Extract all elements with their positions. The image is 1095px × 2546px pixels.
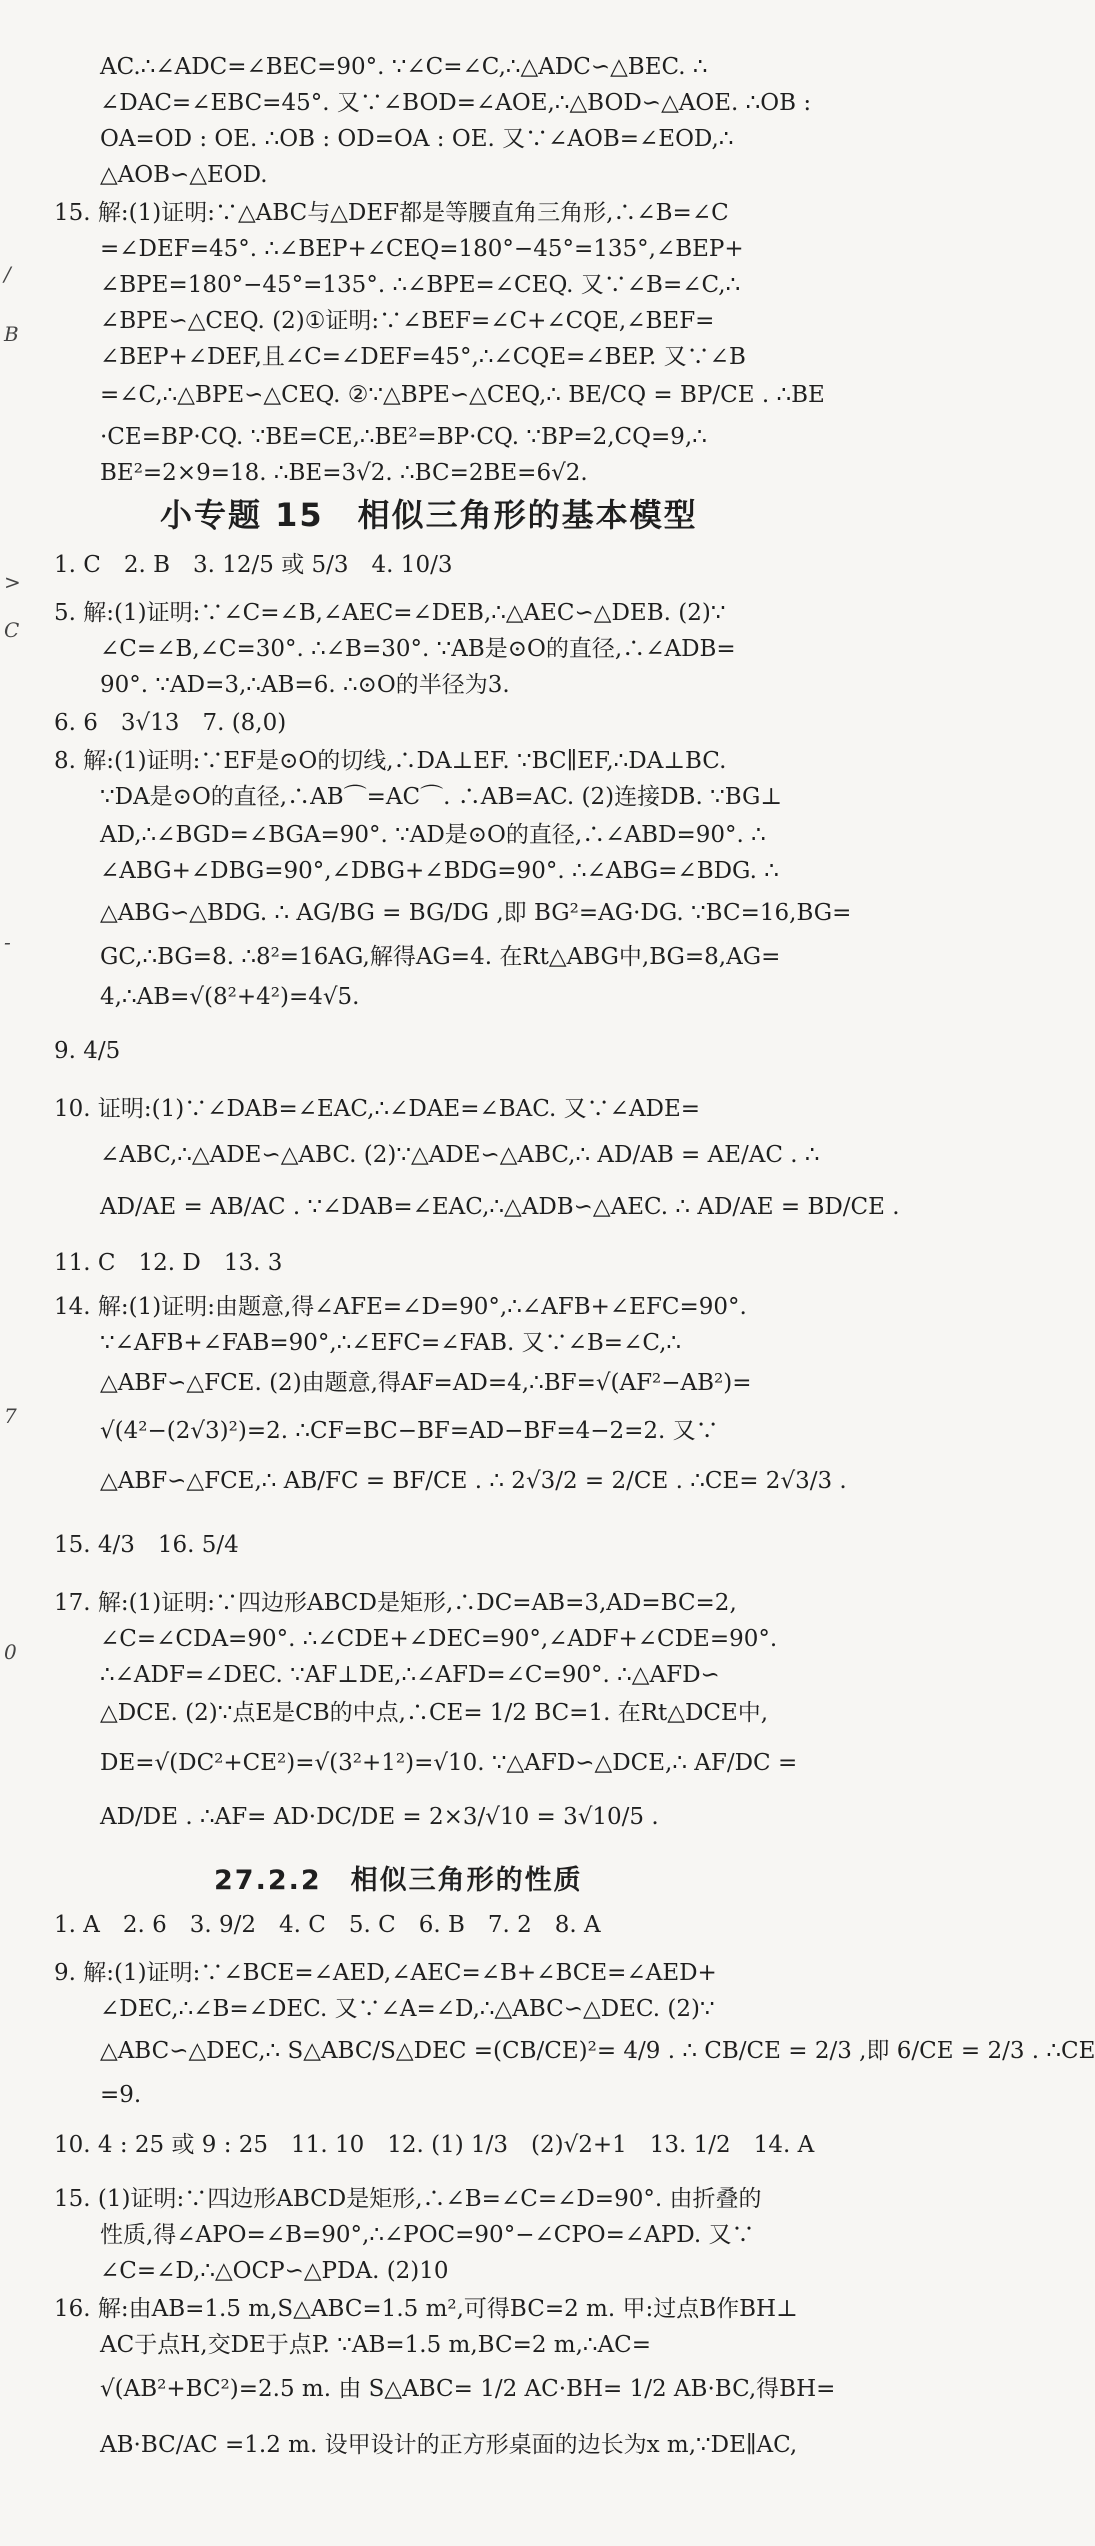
text-line: ∠DAC=∠EBC=45°. 又∵∠BOD=∠AOE,∴△BOD∽△AOE. ∴OB :	[100, 90, 812, 116]
text-line: △ABC∽△DEC,∴ S△ABC/S△DEC =(CB/CE)²= 4/9 . ∴ CB/CE = 2/3 ,即 6/CE = 2/3 . ∴CE	[100, 2038, 1095, 2064]
text-line: √(AB²+BC²)=2.5 m. 由 S△ABC= 1/2 AC·BH= 1/2 AB·BC,得BH=	[100, 2376, 836, 2402]
text-line: AB·BC/AC =1.2 m. 设甲设计的正方形桌面的边长为x m,∵DE∥AC,	[100, 2432, 798, 2458]
edge-mark: 7	[4, 1404, 17, 1428]
text-line: ∠BPE∽△CEQ. (2)①证明:∵∠BEF=∠C+∠CQE,∠BEF=	[100, 308, 715, 334]
text-line: DE=√(DC²+CE²)=√(3²+1²)=√10. ∵△AFD∽△DCE,∴ AF/DC =	[100, 1750, 798, 1776]
text-line: ∵DA是⊙O的直径,∴AB⌒=AC⌒. ∴AB=AC. (2)连接DB. ∵BG⊥	[100, 784, 783, 810]
text-line: AD/AE = AB/AC . ∵∠DAB=∠EAC,∴△ADB∽△AEC. ∴ AD/AE = BD/CE .	[100, 1194, 900, 1220]
text-line: ∠C=∠CDA=90°. ∴∠CDE+∠DEC=90°,∠ADF+∠CDE=90°.	[100, 1626, 778, 1652]
text-line: ∠BEP+∠DEF,且∠C=∠DEF=45°,∴∠CQE=∠BEP. 又∵∠B	[100, 344, 746, 370]
text-line: GC,∴BG=8. ∴8²=16AG,解得AG=4. 在Rt△ABG中,BG=8,AG=	[100, 944, 781, 970]
text-line: △ABF∽△FCE. (2)由题意,得AF=AD=4,∴BF=√(AF²−AB²)=	[100, 1370, 752, 1396]
text-line: ∠DEC,∴∠B=∠DEC. 又∵∠A=∠D,∴△ABC∽△DEC. (2)∵	[100, 1996, 715, 2022]
text-line: 1. C 2. B 3. 12/5 或 5/3 4. 10/3	[54, 552, 453, 578]
text-line: ∠C=∠D,∴△OCP∽△PDA. (2)10	[100, 2258, 449, 2284]
text-line: 15. 解:(1)证明:∵△ABC与△DEF都是等腰直角三角形,∴∠B=∠C	[54, 200, 729, 226]
text-line: ∠C=∠B,∠C=30°. ∴∠B=30°. ∵AB是⊙O的直径,∴∠ADB=	[100, 636, 736, 662]
text-line: ∴∠ADF=∠DEC. ∵AF⊥DE,∴∠AFD=∠C=90°. ∴△AFD∽	[100, 1662, 720, 1688]
text-line: 9. 4/5	[54, 1038, 121, 1064]
text-line: 6. 6 3√13 7. (8,0)	[54, 710, 287, 736]
text-line: 性质,得∠APO=∠B=90°,∴∠POC=90°−∠CPO=∠APD. 又∵	[100, 2222, 755, 2248]
edge-mark: >	[4, 570, 21, 594]
text-line: AC.∴∠ADC=∠BEC=90°. ∵∠C=∠C,∴△ADC∽△BEC. ∴	[100, 54, 708, 80]
text-line: △ABF∽△FCE,∴ AB/FC = BF/CE . ∴ 2√3/2 = 2/CE . ∴CE= 2√3/3 .	[100, 1468, 847, 1494]
text-line: ∵∠AFB+∠FAB=90°,∴∠EFC=∠FAB. 又∵∠B=∠C,∴	[100, 1330, 682, 1356]
edge-mark: 0	[4, 1640, 17, 1664]
text-line: 5. 解:(1)证明:∵∠C=∠B,∠AEC=∠DEB,∴△AEC∽△DEB. (2)∵	[54, 600, 726, 626]
text-line: AC于点H,交DE于点P. ∵AB=1.5 m,BC=2 m,∴AC=	[100, 2332, 652, 2358]
text-line: 4,∴AB=√(8²+4²)=4√5.	[100, 984, 360, 1010]
text-line: △ABG∽△BDG. ∴ AG/BG = BG/DG ,即 BG²=AG·DG. ∵BC=16,BG=	[100, 900, 852, 926]
text-line: 8. 解:(1)证明:∵EF是⊙O的切线,∴DA⊥EF. ∵BC∥EF,∴DA⊥BC.	[54, 748, 727, 774]
text-line: 10. 证明:(1)∵∠DAB=∠EAC,∴∠DAE=∠BAC. 又∵∠ADE=	[54, 1096, 701, 1122]
text-line: AD,∴∠BGD=∠BGA=90°. ∵AD是⊙O的直径,∴∠ABD=90°. ∴	[100, 822, 766, 848]
text-line: 17. 解:(1)证明:∵四边形ABCD是矩形,∴DC=AB=3,AD=BC=2,	[54, 1590, 737, 1616]
text-line: 90°. ∵AD=3,∴AB=6. ∴⊙O的半径为3.	[100, 672, 510, 698]
text-line: △AOB∽△EOD.	[100, 162, 268, 188]
section-heading: 27.2.2 相似三角形的性质	[214, 1865, 583, 1896]
text-line: 10. 4 : 25 或 9 : 25 11. 10 12. (1) 1/3 (2)√2+1 13. 1/2 14. A	[54, 2132, 815, 2158]
edge-mark: B	[4, 322, 19, 346]
text-line: ·CE=BP·CQ. ∵BE=CE,∴BE²=BP·CQ. ∵BP=2,CQ=9,∴	[100, 424, 707, 450]
text-line: =∠C,∴△BPE∽△CEQ. ②∵△BPE∽△CEQ,∴ BE/CQ = BP/CE . ∴BE	[100, 382, 825, 408]
section-heading: 小专题 15 相似三角形的基本模型	[160, 496, 698, 534]
text-line: =9.	[100, 2082, 142, 2108]
text-line: BE²=2×9=18. ∴BE=3√2. ∴BC=2BE=6√2.	[100, 460, 588, 486]
text-line: 16. 解:由AB=1.5 m,S△ABC=1.5 m²,可得BC=2 m. 甲:过点B作BH⊥	[54, 2296, 798, 2322]
text-line: 15. (1)证明:∵四边形ABCD是矩形,∴∠B=∠C=∠D=90°. 由折叠的	[54, 2186, 762, 2212]
text-line: ∠ABG+∠DBG=90°,∠DBG+∠BDG=90°. ∴∠ABG=∠BDG. ∴	[100, 858, 779, 884]
edge-mark: -	[4, 930, 11, 954]
text-line: =∠DEF=45°. ∴∠BEP+∠CEQ=180°−45°=135°,∠BEP+	[100, 236, 744, 262]
text-line: OA=OD : OE. ∴OB : OD=OA : OE. 又∵∠AOB=∠EOD,∴	[100, 126, 734, 152]
edge-mark: C	[4, 618, 20, 642]
text-line: 14. 解:(1)证明:由题意,得∠AFE=∠D=90°,∴∠AFB+∠EFC=90°.	[54, 1294, 747, 1320]
text-line: 1. A 2. 6 3. 9/2 4. C 5. C 6. B 7. 2 8. A	[54, 1912, 601, 1938]
text-line: ∠BPE=180°−45°=135°. ∴∠BPE=∠CEQ. 又∵∠B=∠C,∴	[100, 272, 741, 298]
text-line: √(4²−(2√3)²)=2. ∴CF=BC−BF=AD−BF=4−2=2. 又∵	[100, 1418, 719, 1444]
text-line: ∠ABC,∴△ADE∽△ABC. (2)∵△ADE∽△ABC,∴ AD/AB = AE/AC . ∴	[100, 1142, 820, 1168]
text-line: 11. C 12. D 13. 3	[54, 1250, 283, 1276]
text-line: 15. 4/3 16. 5/4	[54, 1532, 239, 1558]
text-line: 9. 解:(1)证明:∵∠BCE=∠AED,∠AEC=∠B+∠BCE=∠AED+	[54, 1960, 717, 1986]
edge-mark: /	[4, 262, 11, 286]
text-line: AD/DE . ∴AF= AD·DC/DE = 2×3/√10 = 3√10/5 .	[100, 1804, 659, 1830]
text-line: △DCE. (2)∵点E是CB的中点,∴CE= 1/2 BC=1. 在Rt△DCE中,	[100, 1700, 769, 1726]
